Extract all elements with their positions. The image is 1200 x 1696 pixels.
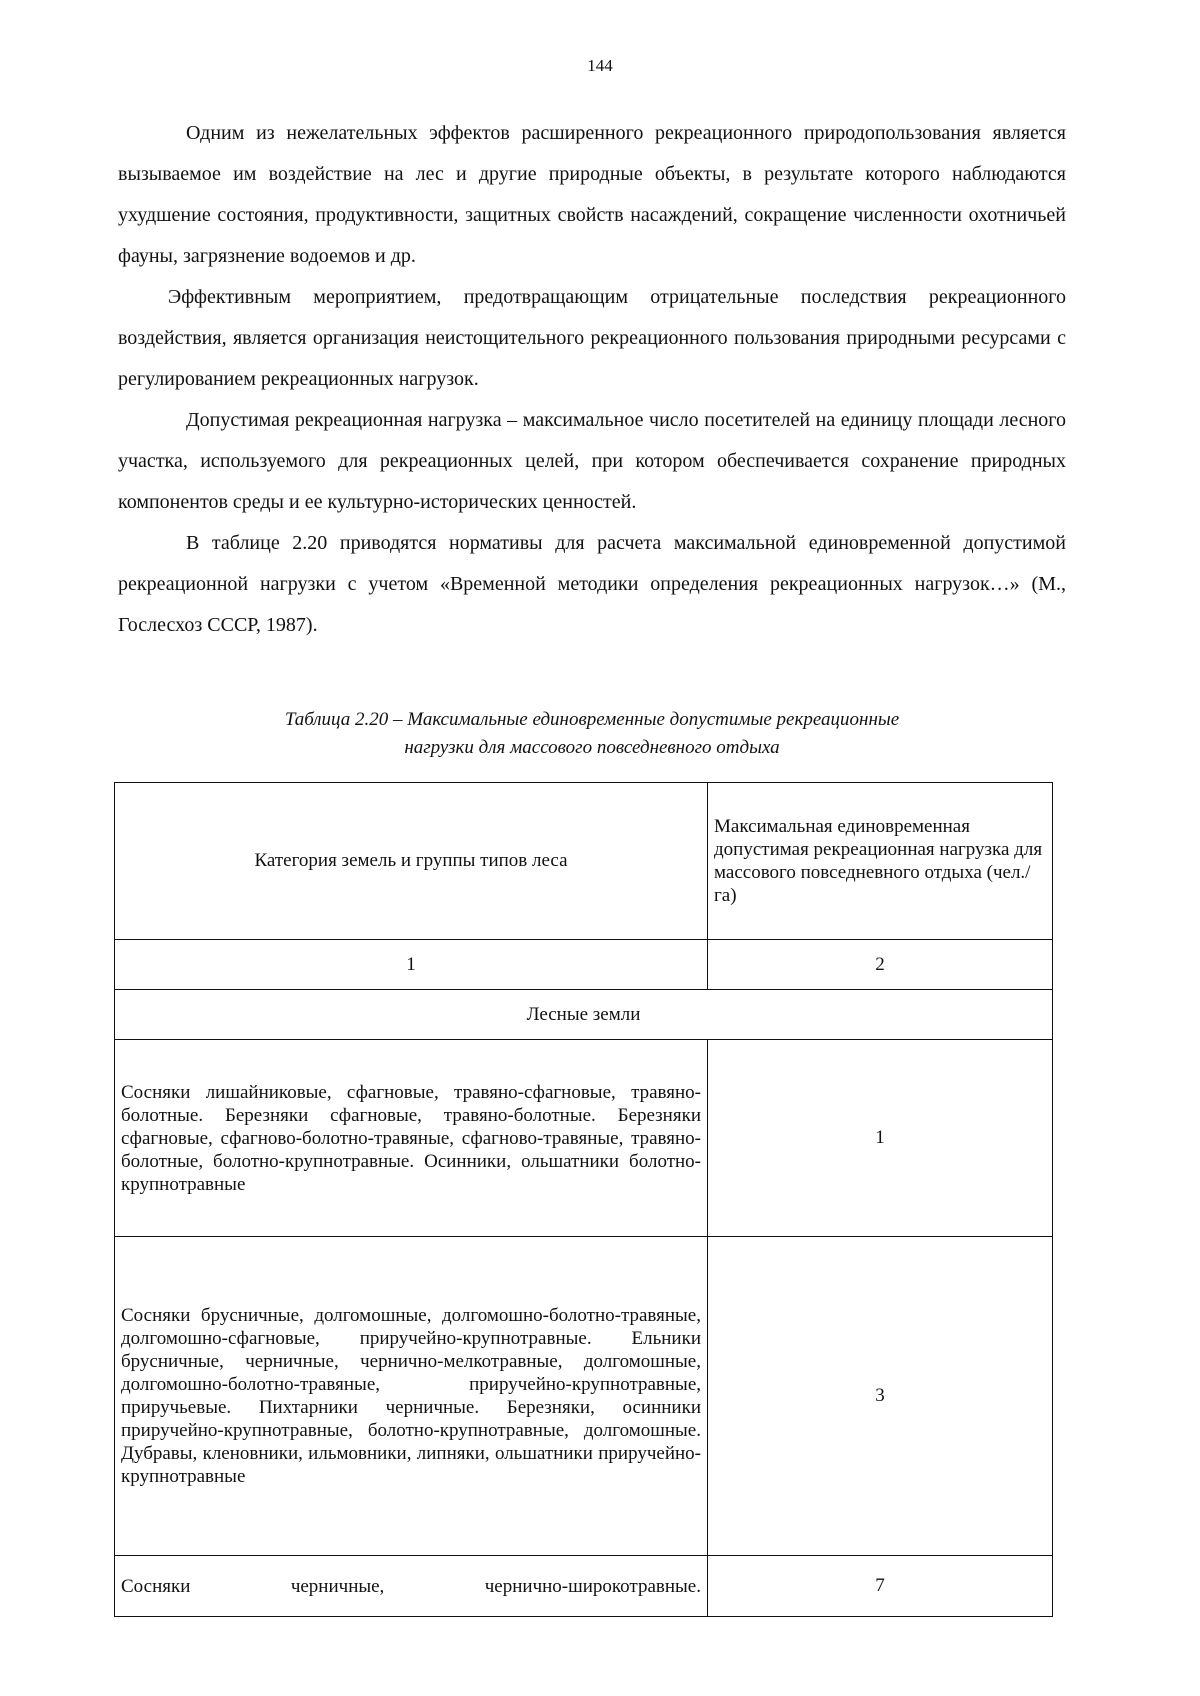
row-category: Сосняки брусничные, долгомошные, долгомошно-болотно-травяные, долгомошно-сфагновые, приручейно-крупнотравные. Ельники брусничные, черничные, чернично-мелкотравные, долгомошные, долгомошно-болотно-травяные, приручейно-крупнотравные, приручьевые. Пихтарники черничные. Березняки, осинники приручейно-крупнотравные, болотно-крупнотравные, долгомошные. Дубравы, кленовники, ильмовники, липняки, ольшатники приручейно-крупнотравные [115,1237,708,1556]
table-caption [118,706,1066,762]
row-load-value: 7 [708,1556,1053,1617]
paragraph-3: Допустимая рекреационная нагрузка – максимальное число посетителей на единицу площади лесного участка, используемого для рекреационных целей, при котором обеспечивается сохранение природных компонентов среды и ее культурно-исторических ценностей. [118,409,1066,513]
header-max-load: Максимальная единовременная допустимая рекреационная нагрузка для массового повседневного отдыха (чел./га) [708,783,1053,940]
table-caption-line-1: Таблица 2.20 – Максимальные единовременные допустимые рекреационные [284,709,900,730]
page-number: 144 [587,56,613,75]
column-number-2: 2 [708,940,1053,990]
column-number-1: 1 [115,940,708,990]
paragraph-4: В таблице 2.20 приводятся нормативы для расчета максимальной единовременной допустимой рекреационной нагрузки с учетом «Временной методики определения рекреационных нагрузок…» (М., Гослесхоз СССР, 1987). [118,532,1066,636]
paragraph-1: Одним из нежелательных эффектов расширенного рекреационного природопользования является вызываемое им воздействие на лес и другие природные объекты, в результате которого наблюдаются ухудшение состояния, продуктивности, защитных свойств насаждений, сокращение численности охотничьей фауны, загрязнение водоемов и др. [118,122,1066,267]
row-category: Сосняки лишайниковые, сфагновые, травяно-сфагновые, травяно-болотные. Березняки сфагновые, травяно-болотные. Березняки сфагновые, сфагново-болотно-травяные, сфагново-травяные, травяно-болотные, болотно-крупнотравные. Осинники, ольшатники болотно-крупнотравные [115,1040,708,1237]
body-text [118,113,1066,646]
row-load-value: 3 [708,1237,1053,1556]
table-caption-line-2: нагрузки для массового повседневного отдыха [404,737,780,758]
header-land-category: Категория земель и группы типов леса [115,783,708,940]
recreation-load-table [114,782,1053,1617]
table-row [115,1040,1053,1237]
paragraph-2: Эффективным мероприятием, предотвращающим отрицательные последствия рекреационного воздействия, является организация неистощительного рекреационного пользования природными ресурсами с регулированием рекреационных нагрузок. [118,286,1066,390]
section-forest-lands: Лесные земли [115,990,1053,1040]
table-header-row [115,783,1053,940]
table-row [115,1556,1053,1617]
column-number-row [115,940,1053,990]
table-row [115,1237,1053,1556]
row-category: Сосняки черничные, чернично-широкотравные. [115,1556,708,1617]
row-load-value: 1 [708,1040,1053,1237]
section-row [115,990,1053,1040]
